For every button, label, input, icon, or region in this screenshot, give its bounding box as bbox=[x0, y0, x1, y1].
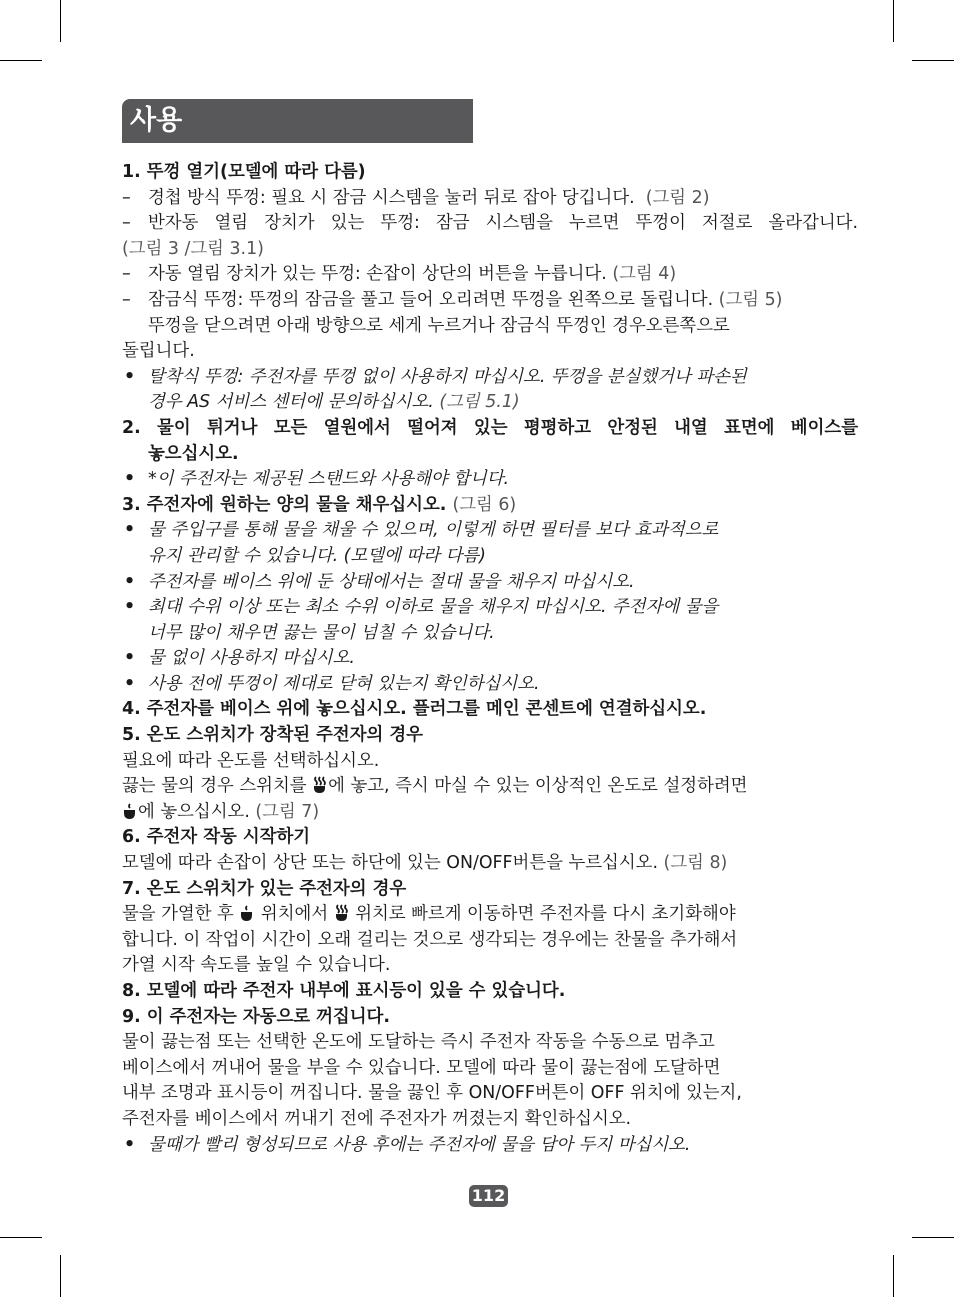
step-heading: 4. 주전자를 베이스 위에 놓으십시오. 플러그를 메인 콘센트에 연결하십시오. bbox=[122, 699, 707, 720]
crop-mark bbox=[0, 60, 42, 61]
crop-mark bbox=[0, 1237, 42, 1238]
text-line: 돌립니다. bbox=[122, 341, 195, 362]
crop-mark bbox=[912, 60, 954, 61]
section-title: 사용 bbox=[130, 105, 183, 136]
text-line: 유지 관리할 수 있습니다. (모델에 따라 다름) bbox=[148, 545, 486, 566]
crop-mark bbox=[893, 0, 894, 42]
step-heading: 3. 주전자에 원하는 양의 물을 채우십시오. (그림 6) bbox=[122, 494, 517, 515]
bullet-item: • 물 없이 사용하지 마십시오. bbox=[122, 646, 858, 672]
bullet-item: • 탈착식 뚜껑: 주전자를 뚜껑 없이 사용하지 마십시오. 뚜껑을 분실했거나 파손된 bbox=[122, 365, 858, 391]
figure-ref: (그림 6) bbox=[452, 494, 517, 515]
bullet-item: • 최대 수위 이상 또는 최소 수위 이하로 물을 채우지 마십시오. 주전자에 물을 bbox=[122, 595, 858, 621]
text-line: 너무 많이 채우면 끓는 물이 넘칠 수 있습니다. bbox=[148, 622, 495, 643]
bullet-item: • 물때가 빨리 형성되므로 사용 후에는 주전자에 물을 담아 두지 마십시오. bbox=[122, 1133, 858, 1159]
crop-mark bbox=[893, 1255, 894, 1297]
figure-ref: (그림 4) bbox=[612, 264, 677, 285]
figure-ref: (그림 7) bbox=[255, 801, 320, 822]
dash-item: – 반자동 열림 장치가 있는 뚜껑: 잠금 시스템을 누르면 뚜껑이 저절로 올라갑니다. bbox=[122, 211, 858, 237]
bullet-item: • 물 주입구를 통해 물을 채울 수 있으며, 이렇게 하면 필터를 보다 효과적으로 bbox=[122, 518, 858, 544]
cup-warm-icon bbox=[240, 904, 254, 922]
step-heading: 놓으십시오. bbox=[148, 443, 239, 464]
dash-item: – 잠금식 뚜껑: 뚜껑의 잠금을 풀고 들어 오리려면 뚜껑을 왼쪽으로 돌립니다. (그림 5) bbox=[122, 288, 858, 314]
text-line: 뚜껑을 닫으려면 아래 방향으로 세게 누르거나 잠금식 뚜껑인 경우오른쪽으로 bbox=[148, 315, 730, 336]
bullet-item: • 주전자를 베이스 위에 둔 상태에서는 절대 물을 채우지 마십시오. bbox=[122, 570, 858, 596]
crop-mark bbox=[912, 1237, 954, 1238]
step-heading: 8. 모델에 따라 주전자 내부에 표시등이 있을 수 있습니다. bbox=[122, 981, 566, 1001]
text-line: 내부 조명과 표시등이 꺼집니다. 물을 끓인 후 ON/OFF버튼이 OFF 위치에 있는지, bbox=[122, 1083, 742, 1104]
text-line: 필요에 따라 온도를 선택하십시오. bbox=[122, 750, 380, 771]
step-heading: 7. 온도 스위치가 있는 주전자의 경우 bbox=[122, 878, 407, 899]
text-line: 합니다. 이 작업이 시간이 오래 걸리는 것으로 생각되는 경우에는 찬물을 추가해서 bbox=[122, 929, 738, 950]
bullet-item: • 사용 전에 뚜껑이 제대로 닫혀 있는지 확인하십시오. bbox=[122, 672, 858, 698]
text-line: 경우 AS 서비스 센터에 문의하십시오. (그림 5.1) bbox=[148, 392, 520, 413]
text-line: 물을 가열한 후 위치에서 위치로 빠르게 이동하면 주전자를 다시 초기화해야 bbox=[122, 904, 736, 925]
text-line: 에 놓으십시오. (그림 7) bbox=[122, 800, 858, 826]
step-heading: 9. 이 주전자는 자동으로 꺼집니다. bbox=[122, 1006, 390, 1027]
figure-ref: (그림 2) bbox=[645, 187, 710, 208]
figure-ref: (그림 5.1) bbox=[439, 392, 520, 413]
step-heading: 2. 물이 튀거나 모든 열원에서 떨어져 있는 평평하고 안정된 내열 표면에 베이스를 bbox=[122, 417, 858, 438]
text-line: 모델에 따라 손잡이 상단 또는 하단에 있는 ON/OFF버튼을 누르십시오. (그림 8) bbox=[122, 853, 728, 874]
crop-mark bbox=[60, 1255, 61, 1297]
cup-warm-icon bbox=[123, 802, 137, 820]
text-line: 가열 시작 속도를 높일 수 있습니다. bbox=[122, 955, 391, 976]
section-header bbox=[122, 99, 473, 143]
text-line: 베이스에서 꺼내어 물을 부을 수 있습니다. 모델에 따라 물이 끓는점에 도달하면 bbox=[122, 1057, 721, 1078]
figure-ref: (그림 8) bbox=[663, 853, 728, 874]
crop-mark bbox=[60, 0, 61, 42]
step-heading: 6. 주전자 작동 시작하기 bbox=[122, 827, 311, 848]
bullet-item: • *이 주전자는 제공된 스탠드와 사용해야 합니다. bbox=[122, 467, 858, 493]
text-line: 주전자를 베이스에서 꺼내기 전에 주전자가 꺼졌는지 확인하십시오. bbox=[122, 1108, 632, 1129]
text-line: 물이 끓는점 또는 선택한 온도에 도달하는 즉시 주전자 작동을 수동으로 멈추고 bbox=[122, 1032, 715, 1053]
page-number: 112 bbox=[469, 1185, 508, 1207]
step-heading: 1. 뚜껑 열기(모델에 따라 다름) bbox=[122, 162, 366, 182]
cup-hot-icon bbox=[335, 904, 349, 922]
cup-hot-icon bbox=[313, 776, 327, 794]
text-line: 끓는 물의 경우 스위치를 에 놓고, 즉시 마실 수 있는 이상적인 온도로 설정하려면 bbox=[122, 776, 748, 797]
dash-item: – 자동 열림 장치가 있는 뚜껑: 손잡이 상단의 버튼을 누릅니다. (그림 4) bbox=[122, 262, 858, 288]
step-heading: 5. 온도 스위치가 장착된 주전자의 경우 bbox=[122, 725, 423, 746]
dash-item: – 경첩 방식 뚜껑: 필요 시 잠금 시스템을 눌러 뒤로 잡아 당깁니다. (그림 2) bbox=[122, 186, 858, 212]
figure-ref: (그림 3 /그림 3.1) bbox=[122, 238, 264, 259]
figure-ref: (그림 5) bbox=[718, 289, 783, 310]
instructions bbox=[122, 160, 858, 1158]
